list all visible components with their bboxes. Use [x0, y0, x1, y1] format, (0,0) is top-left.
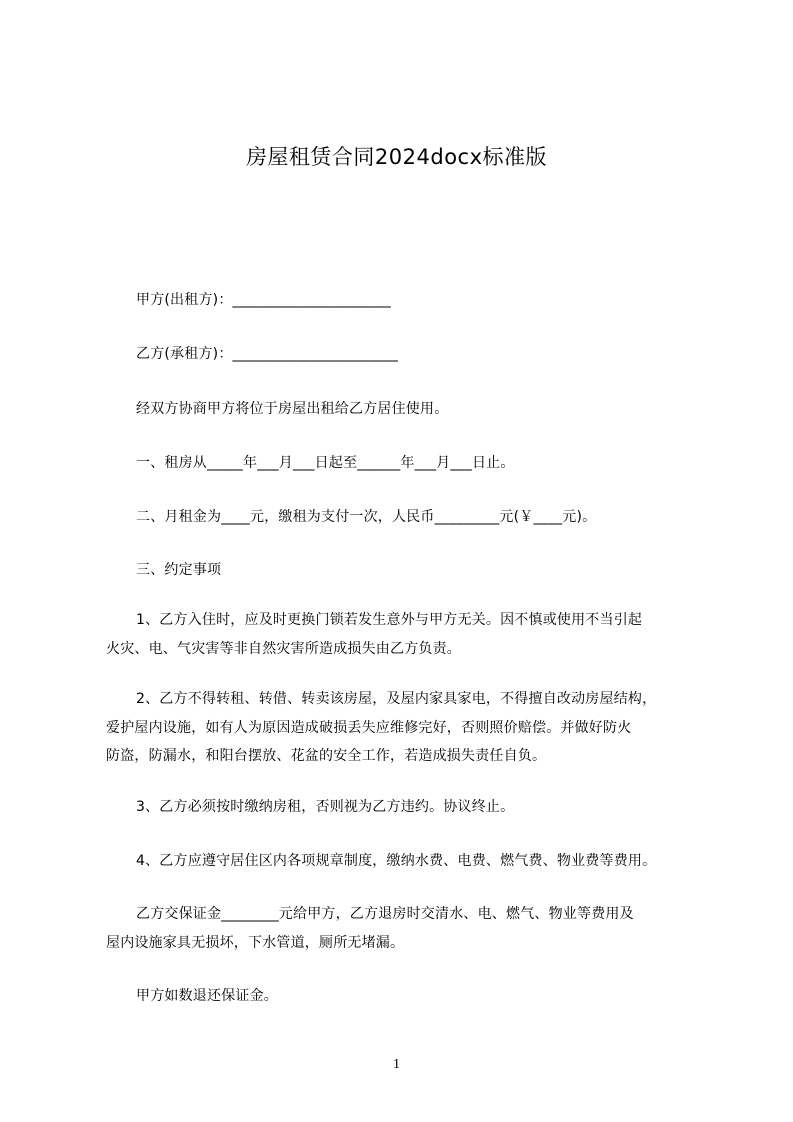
item-2-line-3: 防盗，防漏水，和阳台摆放、花盆的安全工作，若造成损失责任自负。 [106, 748, 547, 764]
document-title: 房屋租赁合同2024docx标准版 [245, 145, 548, 169]
item-4: 4、乙方应遵守居住区内各项规章制度，缴纳水费、电费、燃气费、物业费等费用。 [136, 853, 657, 869]
clause-1-rental-period: 一、租房从_____年___月___日起至______年___月___日止。 [136, 455, 515, 471]
intro-paragraph: 经双方协商甲方将位于房屋出租给乙方居住使用。 [136, 401, 449, 417]
party-a-line: 甲方(出租方)：______________________ [136, 292, 391, 308]
item-3: 3、乙方必须按时缴纳房租，否则视为乙方违约。协议终止。 [136, 799, 515, 815]
deposit-line-2: 屋内设施家具无损坏，下水管道，厕所无堵漏。 [106, 935, 405, 951]
party-b-line: 乙方(承租方)：_______________________ [136, 346, 399, 362]
item-1-line-2: 火灾、电、气灾害等非自然灾害所造成损失由乙方负责。 [106, 641, 461, 657]
clause-2-monthly-rent: 二、月租金为____元，缴租为支付一次，人民币_________元(￥____元)。 [136, 509, 597, 525]
refund-line: 甲方如数退还保证金。 [136, 988, 278, 1004]
clause-3-heading: 三、约定事项 [136, 562, 222, 578]
item-2-line-2: 爱护屋内设施，如有人为原因造成破损丢失应维修完好，否则照价赔偿。并做好防火 [106, 720, 632, 736]
page-number: 1 [393, 1057, 400, 1072]
item-2-line-1: 2、乙方不得转租、转借、转卖该房屋，及屋内家具家电，不得擅自改动房屋结构， [136, 691, 657, 707]
deposit-line-1: 乙方交保证金________元给甲方，乙方退房时交清水、电、燃气、物业等费用及 [136, 906, 634, 922]
item-1-line-1: 1、乙方入住时，应及时更换门锁若发生意外与甲方无关。因不慎或使用不当引起 [136, 612, 643, 628]
